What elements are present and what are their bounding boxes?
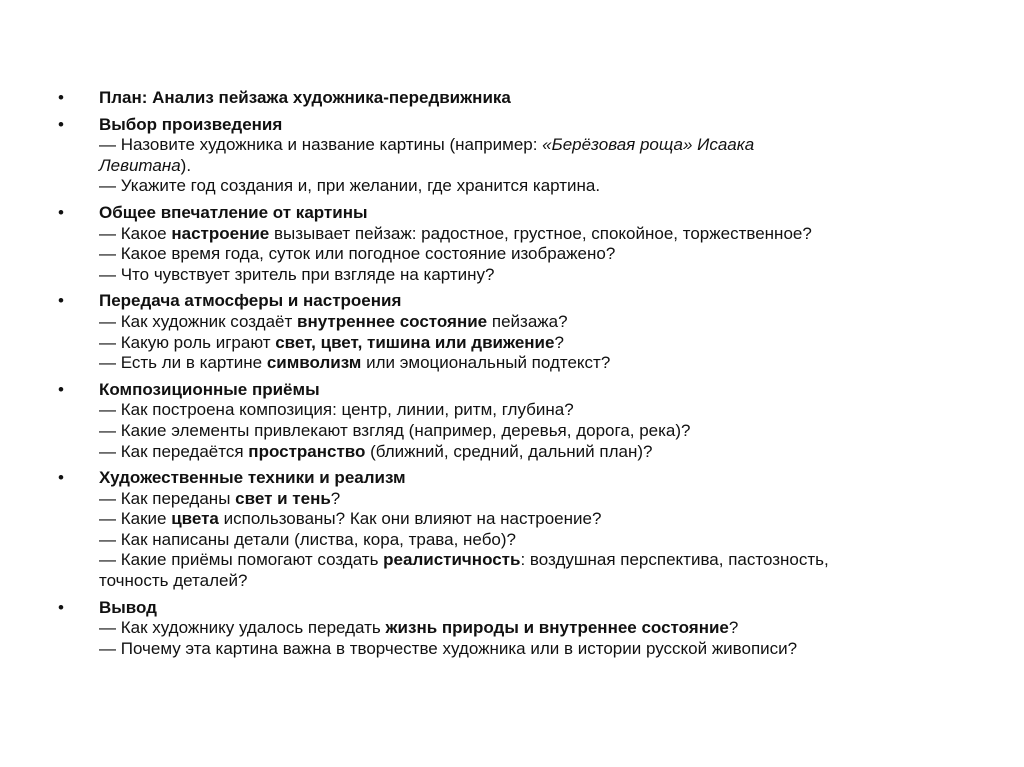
section-line — [99, 265, 958, 286]
section-line — [99, 618, 958, 639]
section-heading: Вывод — [99, 597, 157, 617]
section-heading: Передача атмосферы и настроения — [99, 291, 402, 311]
line-text: — Как передаётся — [99, 441, 249, 461]
plan-list — [58, 88, 958, 665]
emphasis-text: символизм — [266, 353, 362, 373]
section-line — [99, 135, 958, 156]
section-line — [99, 353, 958, 374]
line-text: ? — [554, 332, 564, 352]
emphasis-text: реалистичность — [383, 550, 521, 570]
plan-item — [58, 203, 958, 285]
section-line — [99, 224, 958, 245]
line-text: — Какие элементы привлекают взгляд (например, деревья, дорога, река)? — [99, 420, 691, 440]
plan-title: План: Анализ пейзажа художника-передвижника — [99, 88, 511, 107]
section-line — [99, 421, 958, 442]
plan-item — [58, 88, 958, 109]
bullet-icon: • — [58, 597, 64, 617]
section-line — [99, 550, 958, 571]
bullet-icon: • — [58, 379, 64, 399]
line-text: ). — [180, 155, 192, 175]
section-line — [99, 442, 958, 463]
plan-item — [58, 115, 958, 197]
bullet-icon: • — [58, 202, 64, 222]
line-text: (ближний, средний, дальний план)? — [365, 441, 653, 461]
line-text: — Какое — [99, 223, 172, 243]
emphasis-text: свет и тень — [235, 488, 331, 508]
plan-item — [58, 468, 958, 592]
emphasis-text: настроение — [171, 223, 270, 243]
emphasis-text: внутреннее состояние — [297, 311, 488, 331]
italic-text: Левитана — [99, 155, 181, 175]
line-text: ? — [330, 488, 341, 508]
section-line — [99, 244, 958, 265]
emphasis-text: жизнь природы и внутреннее состояние — [385, 618, 729, 638]
line-text: — Назовите художника и название картины (например: — [99, 135, 543, 155]
line-text: : воздушная перспектива, пастозность, — [520, 550, 829, 570]
section-line — [99, 156, 958, 177]
emphasis-text: цвета — [171, 509, 219, 529]
section-line — [99, 571, 958, 592]
line-text: пейзажа? — [487, 311, 568, 331]
line-text: ? — [728, 618, 739, 638]
plan-item — [58, 291, 958, 373]
bullet-icon: • — [58, 291, 64, 311]
line-text: или эмоциональный подтекст? — [361, 353, 611, 373]
line-text: — Как переданы — [99, 488, 236, 508]
line-text: — Как художник создаёт — [99, 311, 297, 331]
section-line — [99, 509, 958, 530]
section-line — [99, 400, 958, 421]
section-line — [99, 176, 958, 197]
line-text: — Почему эта картина важна в творчестве художника или в истории русской живописи? — [99, 638, 798, 658]
section-line — [99, 489, 958, 510]
emphasis-text: пространство — [248, 441, 366, 461]
section-heading: Общее впечатление от картины — [99, 202, 368, 222]
plan-item — [58, 598, 958, 660]
line-text: — Как построена композиция: центр, линии, ритм, глубина? — [99, 400, 574, 420]
line-text: — Какие приёмы помогают создать — [99, 550, 384, 570]
line-text: — Как художнику удалось передать — [99, 618, 386, 638]
line-text: — Какие — [99, 509, 172, 529]
section-line — [99, 312, 958, 333]
section-heading: Художественные техники и реализм — [99, 468, 406, 488]
italic-text: «Берёзовая роща» Исаака — [542, 135, 755, 155]
line-text: — Укажите год создания и, при желании, где хранится картина. — [99, 176, 601, 196]
line-text: — Какое время года, суток или погодное состояние изображено? — [99, 244, 616, 264]
bullet-icon: • — [58, 468, 64, 488]
line-text: — Как написаны детали (листва, кора, трава, небо)? — [99, 529, 517, 549]
section-line — [99, 639, 958, 660]
line-text: — Какую роль играют — [99, 332, 276, 352]
section-line — [99, 333, 958, 354]
bullet-icon: • — [58, 114, 64, 134]
section-heading: Выбор произведения — [99, 114, 283, 134]
section-heading: Композиционные приёмы — [99, 379, 320, 399]
line-text: использованы? Как они влияют на настроение? — [218, 509, 602, 529]
line-text: — Есть ли в картине — [99, 353, 267, 373]
section-line — [99, 530, 958, 551]
line-text: точность деталей? — [99, 571, 248, 591]
line-text: — Что чувствует зритель при взгляде на картину? — [99, 264, 495, 284]
plan-item — [58, 380, 958, 462]
bullet-icon: • — [58, 88, 64, 107]
emphasis-text: свет, цвет, тишина или движение — [275, 332, 555, 352]
line-text: вызывает пейзаж: радостное, грустное, спокойное, торжественное? — [269, 223, 812, 243]
